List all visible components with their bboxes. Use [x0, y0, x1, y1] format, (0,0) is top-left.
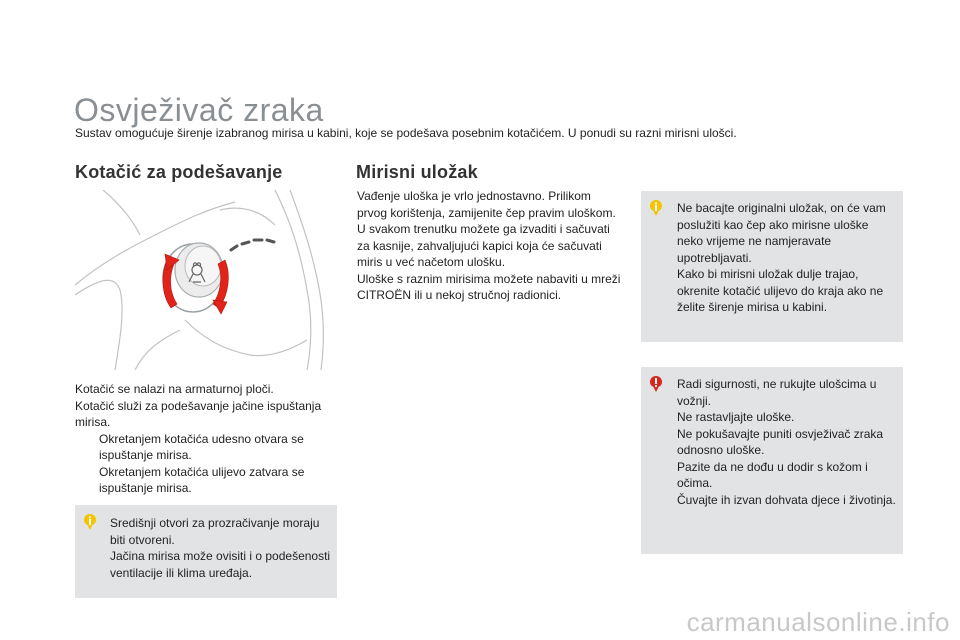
dashboard-wheel-drawing [75, 190, 337, 370]
adjust-wheel-illustration [75, 190, 337, 370]
info-line-1: Središnji otvori za prozračivanje moraju biti otvoreni. [110, 516, 320, 547]
info-line-2: Kako bi mirisni uložak dulje trajao, okrenite kotačić ulijevo do kraja ako ne želite širenje mirisa u kabini. [677, 267, 884, 314]
warning-box-safety [641, 367, 903, 554]
watermark: carmanualsonline.info [686, 607, 950, 637]
intro-line-2: Kotačić služi za podešavanje jačine ispuštanja mirisa. [75, 398, 322, 429]
warning-line-2: Ne rastavljajte uloške. [677, 410, 795, 424]
intro-line-1: Kotačić se nalazi na armaturnoj ploči. [75, 382, 274, 396]
info-line-2: Jačina mirisa može ovisiti i o podešenosti ventilacije ili klima uređaja. [110, 549, 331, 580]
page-subtitle: Sustav omogućuje širenje izabranog mirisa u kabini, koje se podešava posebnim kotačićem. U ponudi su razni mirisni ulošci. [75, 126, 737, 140]
middle-body-text [357, 188, 623, 304]
bullet-item [75, 431, 337, 464]
warning-line-1: Radi sigurnosti, ne rukujte ulošcima u vožnji. [677, 377, 877, 408]
bullet-list [75, 431, 337, 497]
bullet-item [75, 464, 337, 497]
warning-line-5: Čuvajte ih izvan dohvata djece i životinja. [677, 492, 896, 507]
warning-box-text [677, 376, 897, 508]
bullet-text: Okretanjem kotačića ulijevo zatvara se ispuštanje mirisa. [99, 464, 305, 495]
page-title: Osvježivač zraka [74, 92, 324, 128]
info-box-text [677, 200, 897, 316]
info-line-1: Ne bacajte originalni uložak, on će vam poslužiti kao čep ako mirisne uloške neko vrijeme ne namjeravate upotrebljavati. [677, 201, 886, 265]
info-box-cartridge [641, 191, 903, 342]
cartridge-paragraph-1: Vađenje uloška je vrlo jednostavno. Prilikom prvog korištenja, zamijenite čep pravim uloškom. [357, 189, 616, 220]
info-box-ventilation [75, 505, 337, 598]
bullet-text: Okretanjem kotačića udesno otvara se ispuštanje mirisa. [99, 431, 304, 462]
info-box-text [110, 515, 332, 581]
heading-fragrance-cartridge: Mirisni uložak [356, 162, 478, 182]
warning-line-4: Pazite da ne dođu u dodir s kožom i očima. [677, 459, 868, 490]
info-icon [648, 199, 664, 217]
cartridge-paragraph-2: U svakom trenutku možete ga izvaditi i sačuvati za kasnije, zahvaljujući kapici koja će sačuvati miris u već načetom ulošku. [357, 222, 610, 269]
left-body-text [75, 381, 337, 497]
warning-icon [648, 375, 664, 393]
info-icon [82, 513, 98, 531]
heading-adjust-wheel: Kotačić za podešavanje [75, 162, 283, 182]
warning-line-3: Ne pokušavajte puniti osvježivač zraka odnosno uloške. [677, 426, 884, 457]
cartridge-paragraph-3: Uloške s raznim mirisima možete nabaviti u mreži CITROËN ili u nekoj stručnoj radionici. [357, 271, 621, 302]
